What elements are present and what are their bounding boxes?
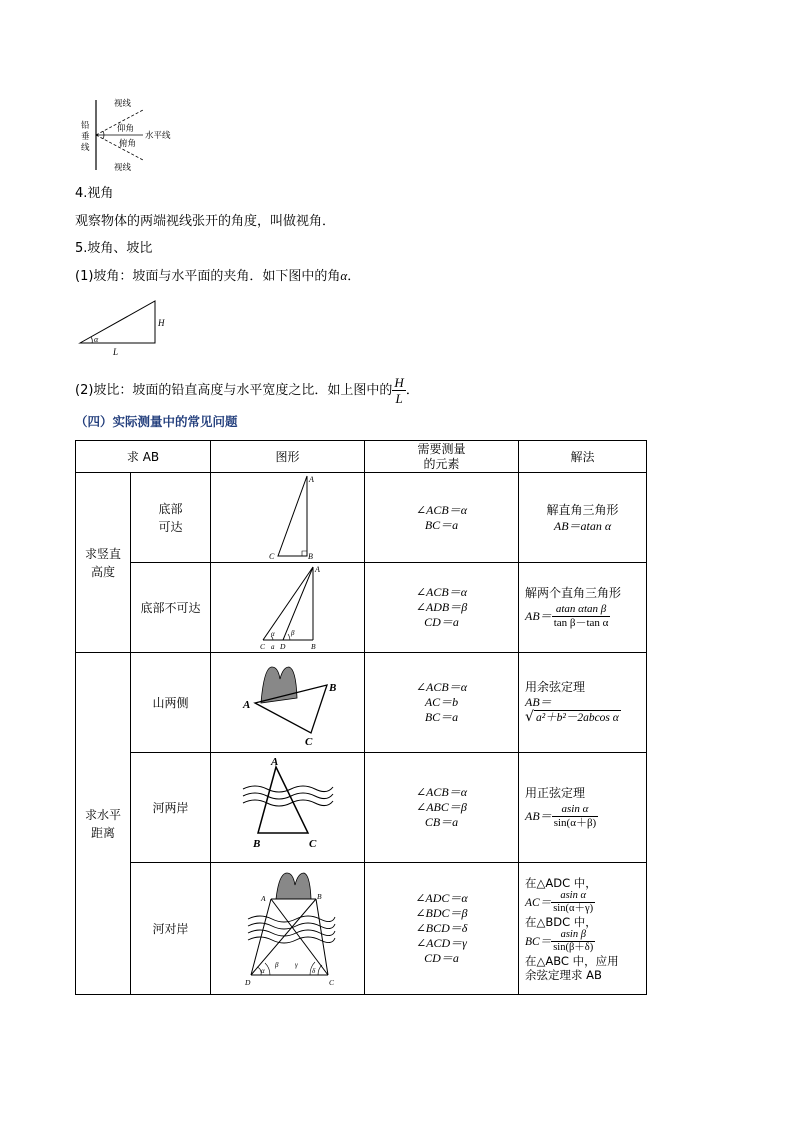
r2-beta: β (290, 629, 295, 637)
sight-line-bottom-label: 视线 (114, 162, 132, 172)
alpha-symbol: α (340, 268, 348, 283)
elevation-angle-label: 仰角 (117, 123, 135, 133)
conditions-cell-3: ∠ACB＝α AC＝b BC＝a (365, 653, 519, 753)
group-horizontal-distance: 求水平 距离 (76, 653, 131, 995)
r4-label-c: C (308, 838, 316, 850)
figure-cell-5 (211, 863, 365, 995)
item-4-text: 观察物体的两端视线张开的角度，叫做视角． (75, 214, 336, 229)
right-triangle-figure (213, 473, 363, 559)
r3-label-b: B (328, 682, 336, 694)
r5-delta: δ (311, 967, 315, 975)
r3-label-a: A (242, 699, 250, 711)
table-row (76, 563, 647, 653)
r2-label-c: C (259, 642, 265, 649)
slope-h-label: H (158, 318, 165, 328)
r5-gamma: γ (294, 961, 298, 969)
river-quadrilateral-figure (213, 863, 363, 991)
figure-cell-3 (211, 653, 365, 753)
sight-line-top-label: 视线 (114, 98, 132, 108)
case-river-opposite: 河对岸 (131, 863, 211, 995)
r2-label-a: A (314, 565, 320, 574)
r5-beta: β (274, 961, 279, 969)
header-figure: 图形 (211, 441, 365, 473)
item-5-p1-end: ． (347, 269, 361, 284)
conditions-cell-1: ∠ACB＝α BC＝a (365, 473, 519, 563)
r3-label-c: C (304, 736, 312, 748)
table-row (76, 863, 647, 995)
solution-cell-4: 用正弦定理 AB＝ $\frac{\text{asin α}}{\sin(\alpha+\beta)}$ (519, 753, 647, 863)
item-5-p2 (75, 375, 419, 406)
case-bottom-reachable: 底部 可达 (131, 473, 211, 563)
figure-cell-2 (211, 563, 365, 653)
r5-label-a: A (260, 894, 266, 903)
solution-cell-3: 用余弦定理 AB＝ √ a²＋b²－2abcos α (519, 653, 647, 753)
table-row (76, 753, 647, 863)
r5-label-b: B (316, 892, 322, 901)
vertical-line-label-1: 铅 (81, 120, 90, 130)
table-row (76, 653, 647, 753)
solution-cell-1: 解直角三角形 AB＝atan α (519, 473, 647, 563)
item-4-title: 4.视角 (75, 186, 114, 201)
measurement-table (75, 440, 647, 995)
two-right-triangles-figure (213, 563, 363, 649)
r4-label-b: B (252, 838, 260, 850)
case-bottom-unreachable: 底部不可达 (131, 563, 211, 653)
r1-label-b: B (307, 552, 313, 559)
item-5-p1 (75, 267, 360, 286)
figure-cell-4 (211, 753, 365, 863)
r1-label-a: A (308, 475, 314, 484)
section-title: （四）实际测量中的常见问题 (75, 414, 238, 429)
slope-alpha-label: α (94, 335, 99, 344)
r2-label-b: B (310, 642, 316, 649)
item-5-p2-text: (2)坡比：坡面的铅直高度与水平宽度之比．如上图中的 (75, 383, 393, 398)
r2-label-d: D (279, 642, 285, 649)
conditions-cell-5: ∠ADC＝α ∠BDC＝β ∠BCD＝δ ∠ACD＝γ CD＝a (365, 863, 519, 995)
horizontal-line-label: 水平线 (145, 130, 171, 140)
r5-alpha: α (260, 967, 265, 975)
slope-ratio-fraction (392, 375, 405, 406)
solution-cell-5: 在△ADC 中， AC＝ $\frac{\text{asin α}}{\sin(\alpha+\gamma)}$ 在△BDC 中， BC＝ $\frac{\text{asin β}}{\sin(\beta+\delta)}$ 在△ABC 中，应用 余弦定理求 AB (519, 863, 647, 995)
table-row (76, 473, 647, 563)
header-elements: 需要测量 的元素 (365, 441, 519, 473)
r4-label-a: A (270, 756, 278, 768)
r2-alpha: α (270, 630, 275, 638)
header-find-ab: 求 AB (76, 441, 211, 473)
r5-label-c: C (328, 978, 334, 987)
item-5-title: 5.坡角、坡比 (75, 241, 153, 256)
slope-ratio-den: L (395, 391, 403, 406)
r5-label-d: D (244, 978, 250, 987)
case-mountain-sides: 山两侧 (131, 653, 211, 753)
slope-ratio-num: H (394, 375, 404, 390)
sight-line-figure (75, 95, 195, 175)
r1-label-c: C (268, 552, 274, 559)
conditions-cell-4: ∠ACB＝α ∠ABC＝β CB＝a (365, 753, 519, 863)
case-river-banks: 河两岸 (131, 753, 211, 863)
depression-angle-label: 俯角 (119, 138, 137, 148)
slope-figure (75, 296, 175, 358)
river-triangle-figure (213, 753, 363, 859)
slope-l-label: L (113, 347, 119, 357)
solution-cell-2: 解两个直角三角形 AB＝ $\frac{\text{atan αtan β}}{\text{tan β－tan α}}$ (519, 563, 647, 653)
mountain-triangle-figure (213, 653, 363, 749)
header-method: 解法 (519, 441, 647, 473)
vertical-line-label-3: 线 (81, 142, 90, 152)
table-header-row (76, 441, 647, 473)
item-5-p1-text: (1)坡角：坡面与水平面的夹角．如下图中的角 (75, 269, 341, 284)
vertical-line-label-2: 垂 (81, 131, 90, 141)
figure-cell-1 (211, 473, 365, 563)
group-vertical-height: 求竖直 高度 (76, 473, 131, 653)
r2-label-a-length: a (270, 643, 275, 649)
item-5-p2-end: ． (405, 383, 419, 398)
conditions-cell-2: ∠ACB＝α ∠ADB＝β CD＝a (365, 563, 519, 653)
